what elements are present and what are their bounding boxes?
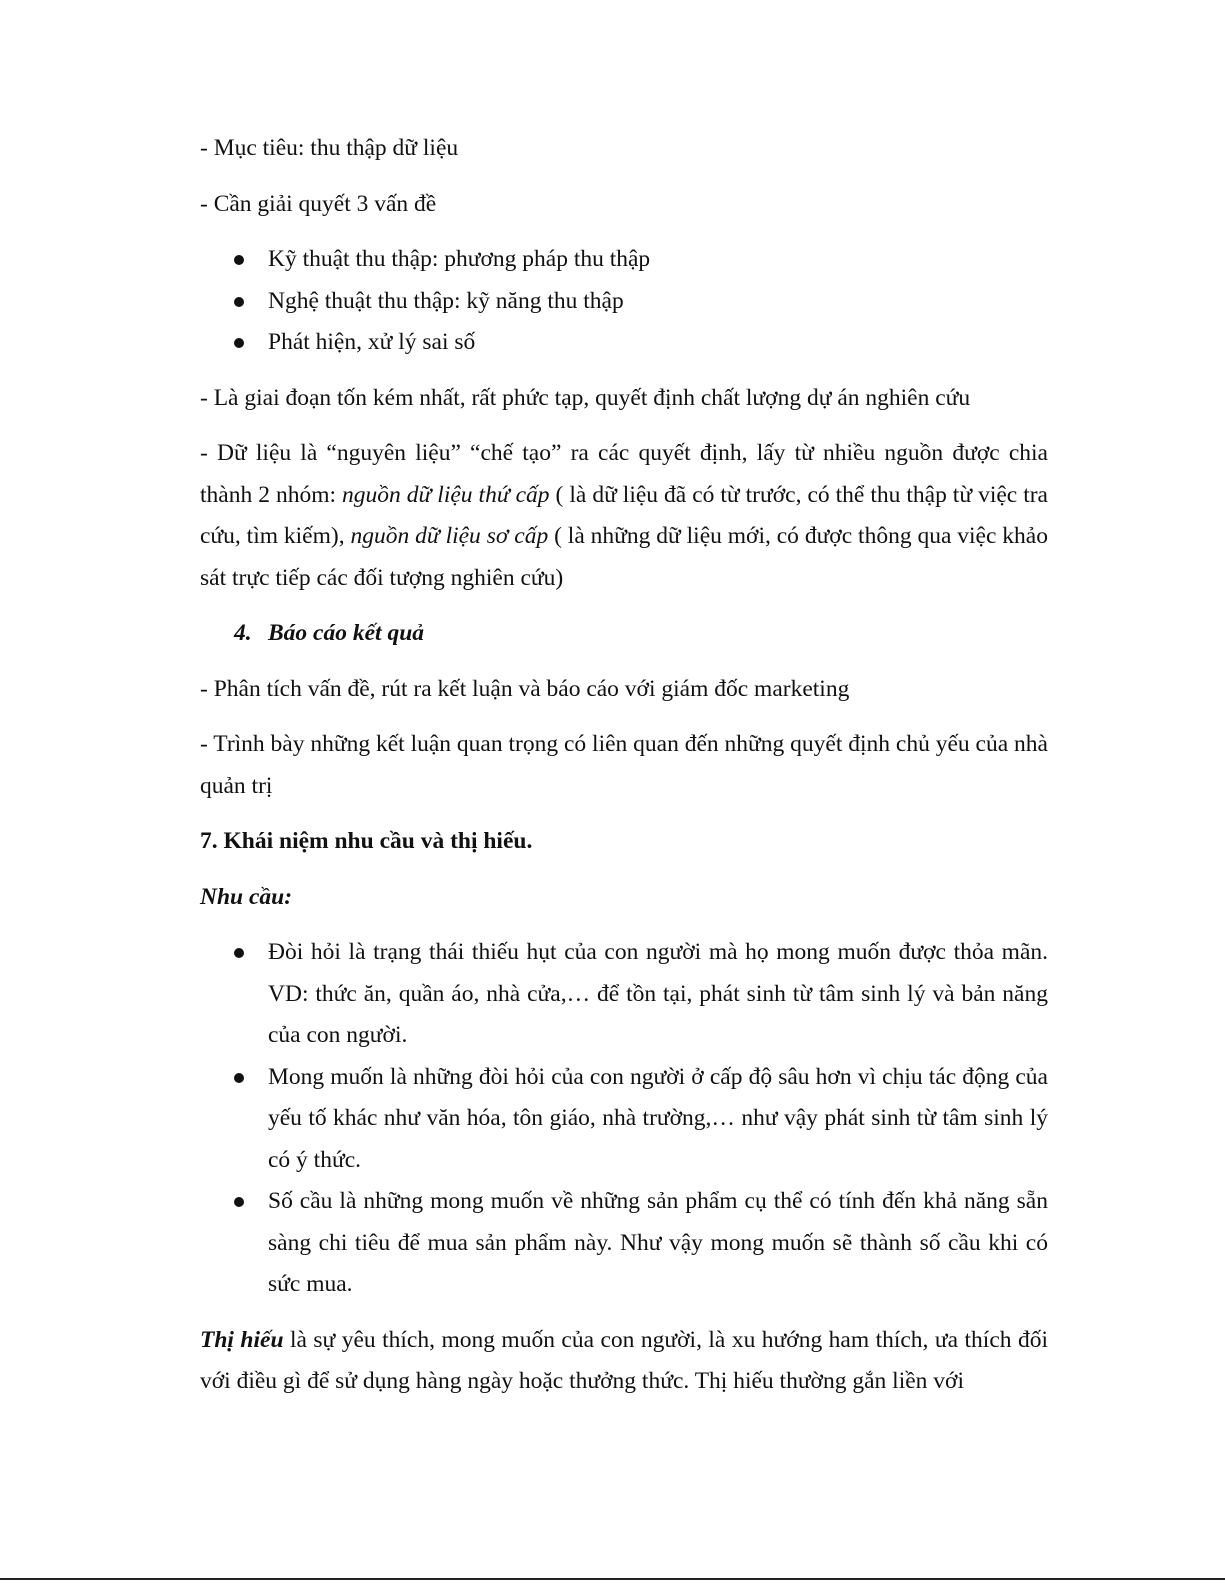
data-text-part1: - Dữ liệu là “nguyên liệu” “chế tạo” ra các quyết định, lấy từ nhiều nguồn được chia thành 2 nhóm: xyxy=(200,440,1048,508)
bullet-icon xyxy=(234,1197,244,1207)
list-item xyxy=(268,322,1048,364)
primary-data-term: nguồn dữ liệu sơ cấp xyxy=(350,523,549,549)
taste-term: Thị hiếu xyxy=(200,1326,284,1353)
list-item-text: Số cầu là những mong muốn về những sản phẩm cụ thể có tính đến khả năng sẵn sàng chi tiêu để mua sản phẩm này. Như vậy mong muốn sẽ thành số cầu khi có sức mua. xyxy=(268,1188,1048,1297)
list-item-text: Phát hiện, xử lý sai số xyxy=(268,329,476,355)
issues-list xyxy=(200,239,1048,364)
data-text-part3: ( là những dữ liệu mới, có được thông qua việc khảo sát trực tiếp các đối tượng nghiên cứu) xyxy=(200,523,1048,591)
data-sources-paragraph xyxy=(200,433,1048,599)
section-4-heading xyxy=(200,613,1048,655)
bullet-icon xyxy=(234,338,244,348)
bullet-icon xyxy=(234,1073,244,1083)
list-item xyxy=(268,239,1048,281)
report-line-2: - Trình bày những kết luận quan trọng có liên quan đến những quyết định chủ yếu của nhà quản trị xyxy=(200,731,1048,799)
section-4-title: Báo cáo kết quả xyxy=(268,620,425,646)
list-item-text: Mong muốn là những đòi hỏi của con người ở cấp độ sâu hơn vì chịu tác động của yếu tố khác như văn hóa, tôn giáo, nhà trường,… như vậy phát sinh từ tâm sinh lý có ý thức. xyxy=(268,1063,1048,1173)
page-bottom-border xyxy=(0,1578,1225,1580)
report-line-1: - Phân tích vấn đề, rút ra kết luận và báo cáo với giám đốc marketing xyxy=(200,675,850,702)
costly-stage-line: - Là giai đoạn tốn kém nhất, rất phức tạp, quyết định chất lượng dự án nghiên cứu xyxy=(200,384,971,411)
data-text-part2: ( là dữ liệu đã có từ trước, có thể thu thập từ việc tra cứu, tìm kiếm), xyxy=(200,481,1048,549)
needs-heading: Nhu cầu: xyxy=(200,883,293,910)
bullet-icon xyxy=(234,297,244,307)
list-item-text: Kỹ thuật thu thập: phương pháp thu thập xyxy=(268,246,651,272)
list-item xyxy=(268,1181,1048,1306)
needs-list xyxy=(200,932,1048,1306)
taste-paragraph xyxy=(200,1320,1048,1403)
page-content xyxy=(200,128,1048,1403)
list-item-text: Nghệ thuật thu thập: kỹ năng thu thập xyxy=(268,287,624,314)
taste-text: là sự yêu thích, mong muốn của con người, là xu hướng ham thích, ưa thích đối với điều gì để sử dụng hàng ngày hoặc thưởng thức. Thị hiếu thường gắn liền với xyxy=(200,1326,1048,1394)
list-item xyxy=(268,932,1048,1057)
bullet-icon xyxy=(234,948,244,958)
objective-line: - Mục tiêu: thu thập dữ liệu xyxy=(200,135,459,161)
list-item xyxy=(268,281,1048,323)
list-item xyxy=(268,1057,1048,1182)
section-7-heading: 7. Khái niệm nhu cầu và thị hiếu. xyxy=(200,828,533,854)
list-item-text: Đòi hỏi là trạng thái thiếu hụt của con người mà họ mong muốn được thỏa mãn. VD: thức ăn, quần áo, nhà cửa,… để tồn tại, phát sinh từ tâm sinh lý và bản năng của con người. xyxy=(268,939,1048,1048)
section-4-number: 4. xyxy=(234,620,252,646)
secondary-data-term: nguồn dữ liệu thứ cấp xyxy=(342,481,550,508)
three-issues-line: - Cần giải quyết 3 vấn đề xyxy=(200,190,437,217)
bullet-icon xyxy=(234,255,244,265)
